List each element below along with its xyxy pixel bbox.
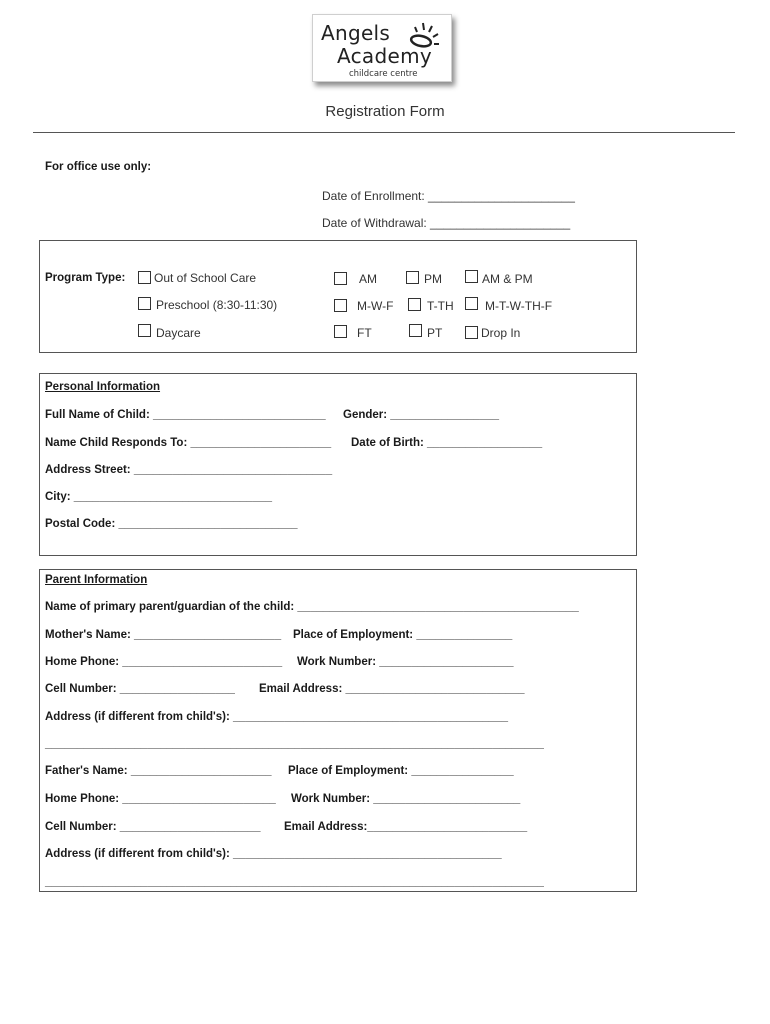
logo-line-childcare: childcare centre bbox=[349, 69, 418, 79]
mwf-checkbox[interactable] bbox=[334, 299, 347, 312]
logo-line-angels: Angels bbox=[321, 21, 391, 45]
mtwthf-checkbox[interactable] bbox=[465, 297, 478, 310]
name-child-responds-to-field[interactable]: Name Child Responds To: ______________________ bbox=[45, 437, 332, 449]
ft-label: FT bbox=[357, 326, 372, 340]
postal-code-field[interactable]: Postal Code: ____________________________ bbox=[45, 518, 298, 530]
fathers-name-field[interactable]: Father's Name: ______________________ bbox=[45, 765, 272, 777]
work-number-field-1[interactable]: Work Number: _____________________ bbox=[297, 656, 514, 668]
office-use-heading: For office use only: bbox=[45, 161, 152, 173]
cell-number-field-1[interactable]: Cell Number: __________________ bbox=[45, 683, 235, 695]
preschool-label: Preschool (8:30-11:30) bbox=[156, 298, 278, 312]
parent-information-section bbox=[39, 569, 637, 892]
date-of-withdrawal-field[interactable]: Date of Withdrawal: _____________________ bbox=[322, 216, 571, 230]
out-of-school-care-label: Out of School Care bbox=[154, 271, 257, 285]
gender-field[interactable]: Gender: _________________ bbox=[343, 409, 500, 421]
tth-checkbox[interactable] bbox=[408, 298, 421, 311]
home-phone-field-2[interactable]: Home Phone: ________________________ bbox=[45, 793, 276, 805]
mother-place-of-employment-field[interactable]: Place of Employment: _______________ bbox=[293, 629, 513, 641]
preschool-checkbox[interactable] bbox=[138, 297, 151, 310]
daycare-label: Daycare bbox=[156, 326, 201, 340]
halo-sun-icon bbox=[401, 19, 447, 59]
angels-academy-logo bbox=[312, 14, 452, 82]
address-street-field[interactable]: Address Street: _______________________________ bbox=[45, 464, 333, 476]
date-of-birth-field[interactable]: Date of Birth: __________________ bbox=[351, 437, 543, 449]
mother-address-line2-field[interactable]: ______________________________________________________________________________ bbox=[45, 738, 544, 750]
city-field[interactable]: City: _______________________________ bbox=[45, 491, 273, 503]
full-name-of-child-field[interactable]: Full Name of Child: ___________________________ bbox=[45, 409, 326, 421]
pt-label: PT bbox=[427, 326, 443, 340]
page-title: Registration Form bbox=[325, 103, 445, 120]
father-address-line2-field[interactable]: ______________________________________________________________________________ bbox=[45, 876, 544, 888]
logo-line-academy: Academy bbox=[337, 44, 433, 68]
drop-in-label: Drop In bbox=[481, 326, 521, 340]
primary-guardian-field[interactable]: Name of primary parent/guardian of the child: ____________________________________________ bbox=[45, 601, 579, 613]
work-number-field-2[interactable]: Work Number: _______________________ bbox=[291, 793, 521, 805]
daycare-checkbox[interactable] bbox=[138, 324, 151, 337]
pm-label: PM bbox=[424, 272, 442, 286]
parent-information-heading: Parent Information bbox=[45, 574, 148, 586]
am-label: AM bbox=[359, 272, 377, 286]
email-address-field-1[interactable]: Email Address: ____________________________ bbox=[259, 683, 525, 695]
mother-address-field[interactable]: Address (if different from child's): ___________________________________________ bbox=[45, 711, 509, 723]
pm-checkbox[interactable] bbox=[406, 271, 419, 284]
cell-number-field-2[interactable]: Cell Number: ______________________ bbox=[45, 821, 261, 833]
pt-checkbox[interactable] bbox=[409, 324, 422, 337]
out-of-school-care-checkbox[interactable] bbox=[138, 271, 151, 284]
header-divider bbox=[33, 132, 735, 133]
ft-checkbox[interactable] bbox=[334, 325, 347, 338]
am-checkbox[interactable] bbox=[334, 272, 347, 285]
mtwthf-label: M-T-W-TH-F bbox=[485, 299, 553, 313]
tth-label: T-TH bbox=[427, 299, 454, 313]
mwf-label: M-W-F bbox=[357, 299, 394, 313]
am-and-pm-label: AM & PM bbox=[482, 272, 533, 286]
email-address-field-2[interactable]: Email Address:_________________________ bbox=[284, 821, 528, 833]
drop-in-checkbox[interactable] bbox=[465, 326, 478, 339]
home-phone-field-1[interactable]: Home Phone: _________________________ bbox=[45, 656, 283, 668]
mothers-name-field[interactable]: Mother's Name: _______________________ bbox=[45, 629, 282, 641]
father-address-field[interactable]: Address (if different from child's): __________________________________________ bbox=[45, 848, 502, 860]
am-and-pm-checkbox[interactable] bbox=[465, 270, 478, 283]
father-place-of-employment-field[interactable]: Place of Employment: ________________ bbox=[288, 765, 514, 777]
program-type-label: Program Type: bbox=[45, 272, 126, 284]
date-of-enrollment-field[interactable]: Date of Enrollment: ______________________ bbox=[322, 189, 575, 203]
personal-information-heading: Personal Information bbox=[45, 381, 161, 393]
